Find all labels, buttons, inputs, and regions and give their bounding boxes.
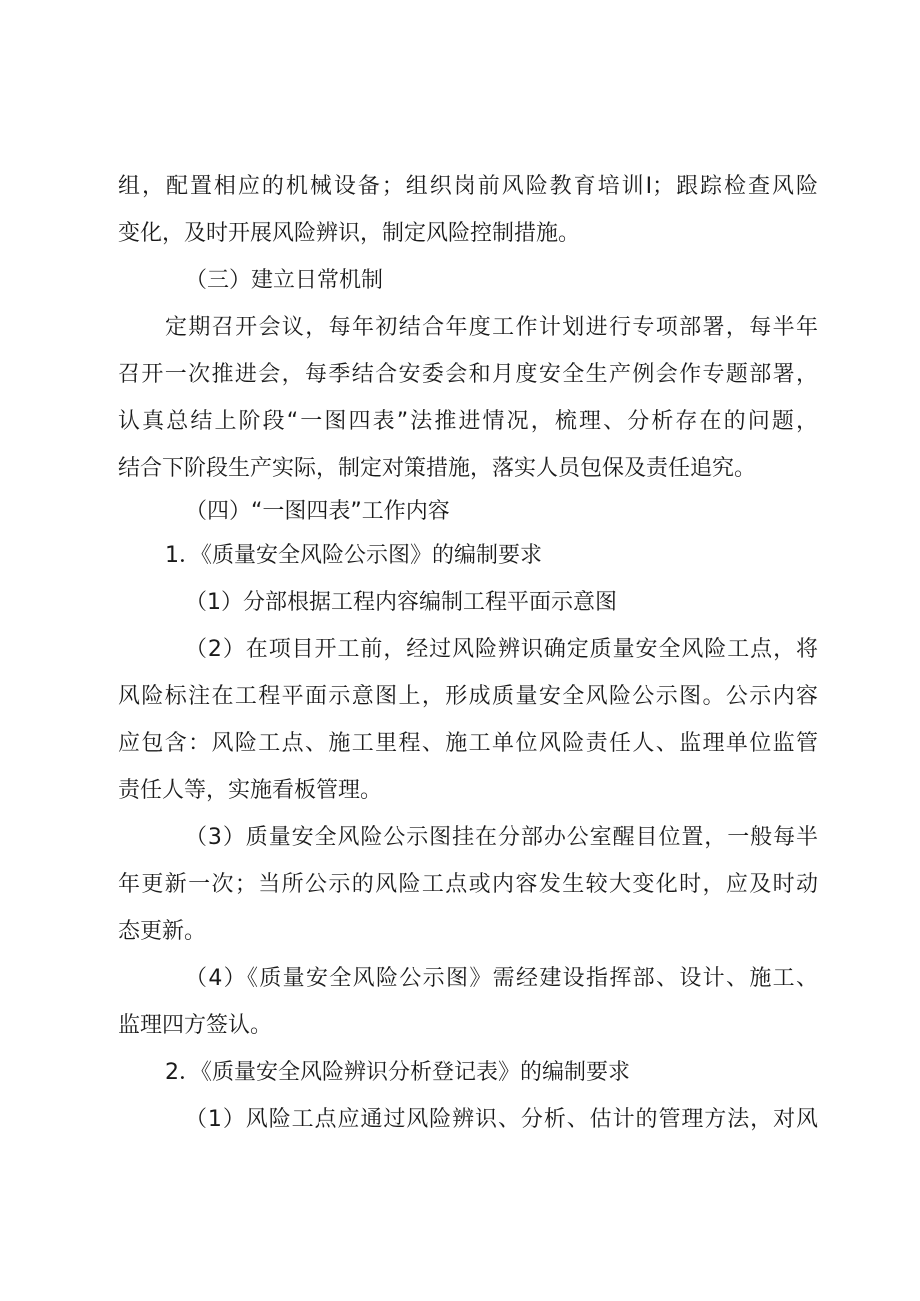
- section-heading: （四）“一图四表”工作内容: [185, 499, 450, 524]
- text-line: 责任人等，实施看板管理。: [118, 778, 383, 803]
- text-line: 态更新。: [118, 919, 207, 944]
- text-line: （1）分部根据工程内容编制工程平面示意图: [185, 590, 617, 615]
- text-line: 变化，及时开展风险辨识，制定风险控制措施。: [118, 221, 581, 246]
- text-line: 风险标注在工程平面示意图上，形成质量安全风险公示图。公示内容: [118, 684, 818, 709]
- text-line: 应包含：风险工点、施工里程、施工单位风险责任人、监理单位监管: [118, 731, 818, 756]
- text-line: （3）质量安全风险公示图挂在分部办公室醒目位置，一般每半: [185, 825, 818, 850]
- text-line: 结合下阶段生产实际，制定对策措施，落实人员包保及责任追究。: [118, 456, 757, 481]
- subsection-heading: 2．《质量安全风险辨识分析登记表》的编制要求: [165, 1060, 630, 1085]
- text-line: （1）风险工点应通过风险辨识、分析、估计的管理方法，对风: [185, 1107, 818, 1132]
- subsection-heading: 1．《质量安全风险公示图》的编制要求: [165, 543, 542, 568]
- text-line: （2）在项目开工前，经过风险辨识确定质量安全风险工点，将: [185, 637, 818, 662]
- section-heading: （三）建立日常机制: [185, 268, 384, 293]
- text-line: 年更新一次；当所公示的风险工点或内容发生较大变化时，应及时动: [118, 872, 818, 897]
- text-line: 组，配置相应的机械设备；组织岗前风险教育培训I；跟踪检查风险: [118, 174, 818, 199]
- text-line: 召开一次推进会，每季结合安委会和月度安全生产例会作专题部署，: [118, 362, 818, 387]
- text-line: （4）《质量安全风险公示图》需经建设指挥部、设计、施工、: [185, 966, 818, 991]
- text-line: 监理四方签认。: [118, 1013, 273, 1038]
- text-line: 认真总结上阶段“一图四表”法推进情况，梳理、分析存在的问题，: [118, 409, 818, 434]
- text-line: 定期召开会议，每年初结合年度工作计划进行专项部署，每半年: [165, 315, 818, 340]
